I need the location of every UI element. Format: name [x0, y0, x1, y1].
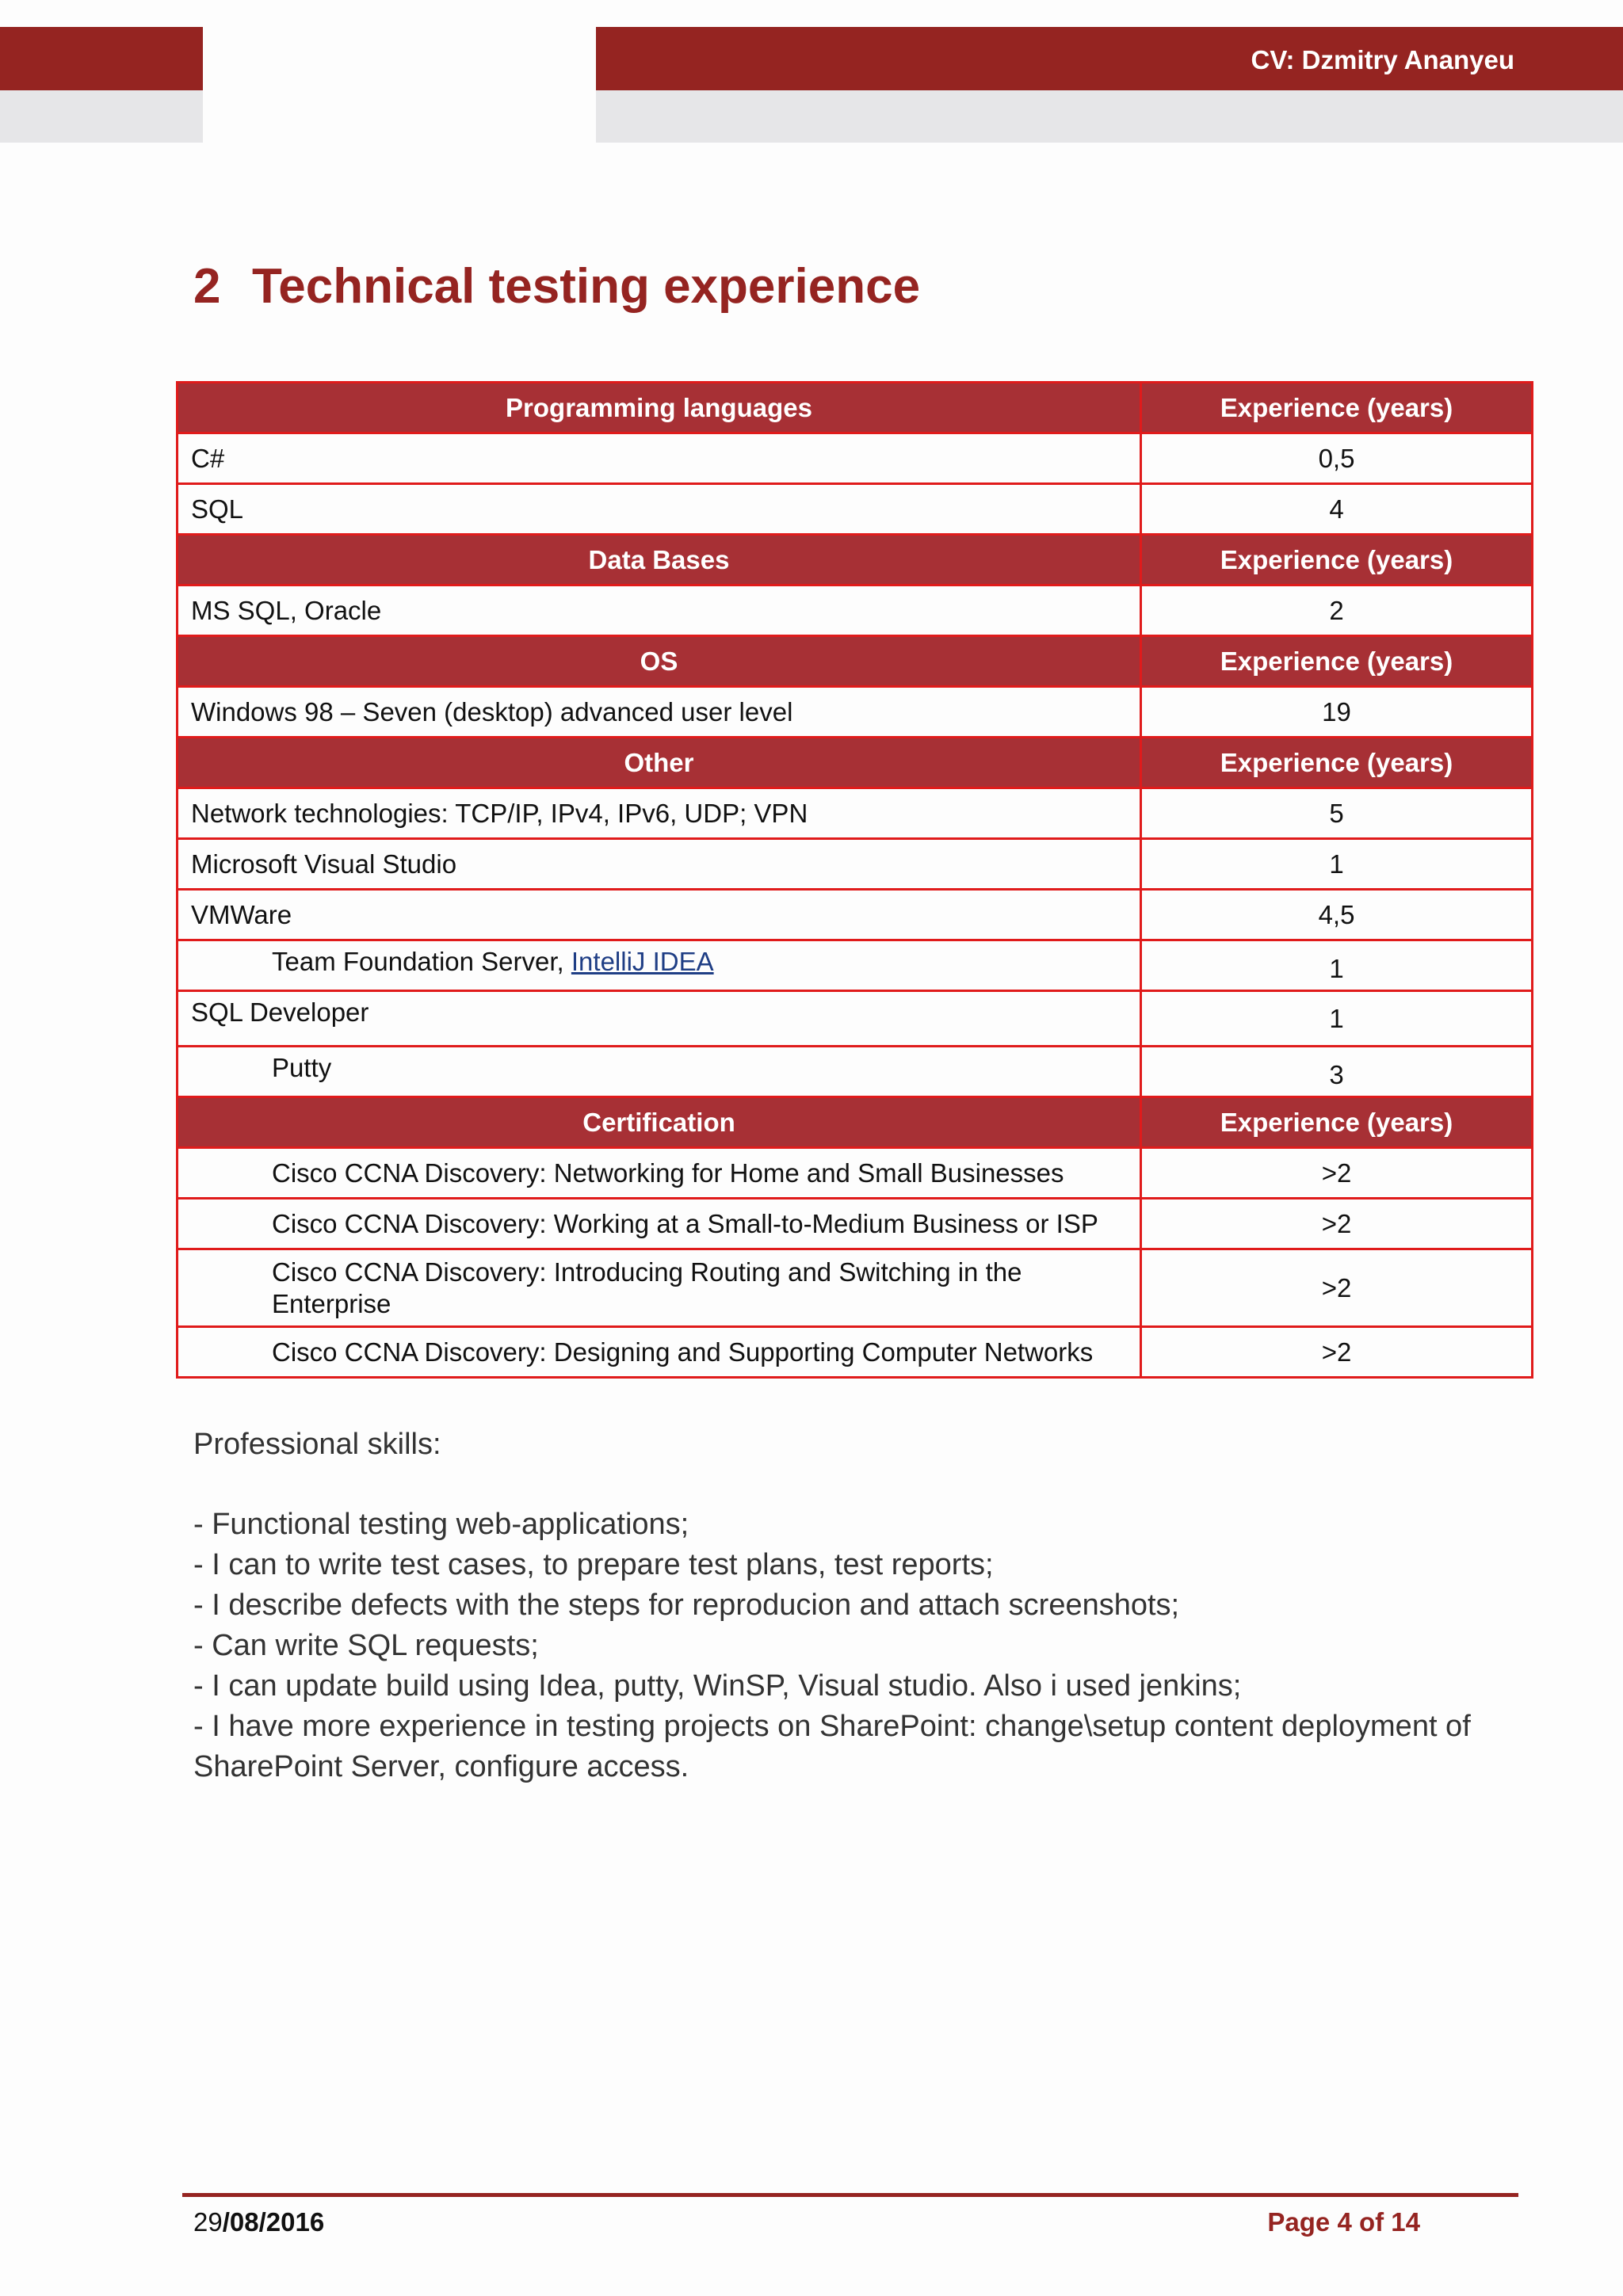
header-title: CV: Dzmitry Ananyeu — [1251, 45, 1514, 74]
professional-skills-title: Professional skills: — [193, 1428, 441, 1461]
skill-name: VMWare — [178, 890, 1141, 940]
certification-years: >2 — [1141, 1148, 1533, 1199]
table-row — [178, 1249, 1533, 1327]
experience-header: Experience (years) — [1141, 1097, 1533, 1148]
footer-date — [193, 2206, 324, 2238]
skill-name: Network technologies: TCP/IP, IPv4, IPv6, UDP; VPN — [178, 788, 1141, 839]
table-row — [178, 788, 1533, 839]
table-header-row — [178, 636, 1533, 687]
table-row — [178, 890, 1533, 940]
skill-years: 1 — [1141, 839, 1533, 890]
group-header-certification: Certification — [178, 1097, 1141, 1148]
list-item: - I describe defects with the steps for reproducion and attach screenshots; — [193, 1589, 1180, 1622]
group-header-programming: Programming languages — [178, 383, 1141, 433]
header-band-left — [0, 27, 203, 90]
skill-name: Team Foundation Server, — [272, 947, 571, 976]
skill-name: SQL Developer — [178, 991, 1141, 1047]
table-header-row — [178, 383, 1533, 433]
list-item: - I have more experience in testing projects on SharePoint: change\setup content deployment of SharePoint Server, configure access. — [193, 1710, 1471, 1783]
skill-name: Microsoft Visual Studio — [178, 839, 1141, 890]
skill-years: 0,5 — [1141, 433, 1533, 484]
table-row — [178, 687, 1533, 738]
professional-skills-list — [193, 1505, 1533, 1787]
skill-name: Putty — [178, 1047, 1141, 1097]
group-header-databases: Data Bases — [178, 535, 1141, 585]
skill-years: 1 — [1141, 940, 1533, 991]
table-header-row — [178, 1097, 1533, 1148]
certification-years: >2 — [1141, 1199, 1533, 1249]
section-heading — [193, 255, 920, 318]
experience-header: Experience (years) — [1141, 535, 1533, 585]
table-row — [178, 1199, 1533, 1249]
table-row — [178, 585, 1533, 636]
experience-header: Experience (years) — [1141, 738, 1533, 788]
table-row — [178, 1148, 1533, 1199]
skill-name: MS SQL, Oracle — [178, 585, 1141, 636]
table-row — [178, 839, 1533, 890]
section-title: Technical testing experience — [252, 259, 921, 314]
table-row — [178, 433, 1533, 484]
list-item: - Can write SQL requests; — [193, 1629, 539, 1662]
skill-years: 4 — [1141, 484, 1533, 535]
experience-header: Experience (years) — [1141, 636, 1533, 687]
footer-date-rest: /08/2016 — [222, 2207, 325, 2237]
certification-name: Cisco CCNA Discovery: Networking for Home and Small Businesses — [178, 1148, 1141, 1199]
intellij-idea-link[interactable]: IntelliJ IDEA — [571, 947, 714, 976]
page-number: Page 4 of 14 — [1267, 2207, 1420, 2237]
section-number: 2 — [193, 259, 221, 314]
certification-name: Cisco CCNA Discovery: Introducing Routing and Switching in the Enterprise — [178, 1249, 1141, 1327]
footer-divider — [182, 2193, 1518, 2197]
certification-name: Cisco CCNA Discovery: Designing and Supporting Computer Networks — [178, 1327, 1141, 1378]
experience-table — [176, 381, 1533, 1379]
table-row — [178, 940, 1533, 991]
certification-years: >2 — [1141, 1249, 1533, 1327]
skill-name: SQL — [178, 484, 1141, 535]
skill-years: 5 — [1141, 788, 1533, 839]
group-header-other: Other — [178, 738, 1141, 788]
skill-years: 1 — [1141, 991, 1533, 1047]
table-row — [178, 484, 1533, 535]
list-item: - I can to write test cases, to prepare test plans, test reports; — [193, 1548, 994, 1581]
skill-years: 2 — [1141, 585, 1533, 636]
skill-years: 3 — [1141, 1047, 1533, 1097]
header-band-left-gray — [0, 90, 203, 143]
certification-name: Cisco CCNA Discovery: Working at a Small-to-Medium Business or ISP — [178, 1199, 1141, 1249]
table-header-row — [178, 738, 1533, 788]
list-item: - I can update build using Idea, putty, WinSP, Visual studio. Also i used jenkins; — [193, 1669, 1242, 1703]
skill-years: 4,5 — [1141, 890, 1533, 940]
certification-years: >2 — [1141, 1327, 1533, 1378]
table-row — [178, 991, 1533, 1047]
table-row — [178, 1047, 1533, 1097]
professional-skills — [193, 1425, 1533, 1787]
list-item: - Functional testing web-applications; — [193, 1508, 689, 1541]
table-header-row — [178, 535, 1533, 585]
group-header-os: OS — [178, 636, 1141, 687]
skill-name-cell — [178, 940, 1141, 991]
header-band-right-gray — [596, 90, 1623, 143]
table-row — [178, 1327, 1533, 1378]
experience-header: Experience (years) — [1141, 383, 1533, 433]
skill-name: Windows 98 – Seven (desktop) advanced user level — [178, 687, 1141, 738]
footer-date-day: 29 — [193, 2207, 223, 2237]
skill-years: 19 — [1141, 687, 1533, 738]
skill-name: C# — [178, 433, 1141, 484]
